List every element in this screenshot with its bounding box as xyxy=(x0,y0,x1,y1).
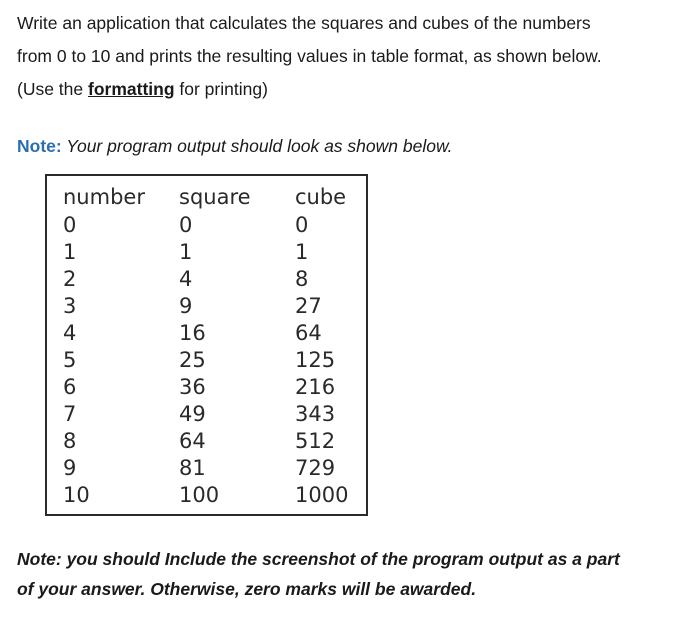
cell-cube: 343 xyxy=(295,402,336,426)
table-row xyxy=(63,428,365,455)
cell-square: 36 xyxy=(179,375,206,399)
cell-square: 100 xyxy=(179,483,220,507)
screenshot-requirement-note xyxy=(17,544,687,604)
cell-number: 10 xyxy=(63,483,90,507)
cell-cube: 216 xyxy=(295,375,336,399)
output-table xyxy=(63,182,365,509)
output-note xyxy=(17,133,452,159)
cell-number: 2 xyxy=(63,267,77,291)
cell-cube: 729 xyxy=(295,456,336,480)
cell-number: 5 xyxy=(63,348,77,372)
cell-number: 4 xyxy=(63,321,77,345)
table-row xyxy=(63,455,365,482)
cell-square: 64 xyxy=(179,429,206,453)
formatting-link[interactable]: formatting xyxy=(88,79,175,99)
screenshot-note-line-1: Note: you should Include the screenshot of the program output as a part xyxy=(17,549,620,569)
instructions-line-3-suffix: for printing) xyxy=(174,79,268,99)
screenshot-note-line-2: of your answer. Otherwise, zero marks will be awarded. xyxy=(17,579,477,599)
instructions-line-2: from 0 to 10 and prints the resulting values in table format, as shown below. xyxy=(17,46,602,66)
table-row xyxy=(63,401,365,428)
table-row xyxy=(63,482,365,509)
note-text: Your program output should look as shown below. xyxy=(61,136,453,156)
cell-cube: 1000 xyxy=(295,483,349,507)
instructions-line-1: Write an application that calculates the squares and cubes of the numbers xyxy=(17,13,591,33)
cell-cube: 64 xyxy=(295,321,322,345)
cell-number: 6 xyxy=(63,375,77,399)
cell-number: 8 xyxy=(63,429,77,453)
table-row xyxy=(63,293,365,320)
cell-cube: 125 xyxy=(295,348,336,372)
cell-square: 1 xyxy=(179,240,193,264)
cell-cube: 27 xyxy=(295,294,322,318)
table-row xyxy=(63,266,365,293)
instructions xyxy=(17,7,687,106)
cell-square: 81 xyxy=(179,456,206,480)
cell-square: 9 xyxy=(179,294,193,318)
cell-number: 0 xyxy=(63,213,77,237)
cell-number: 7 xyxy=(63,402,77,426)
note-label: Note: xyxy=(17,136,62,156)
table-row xyxy=(63,239,365,266)
table-row xyxy=(63,320,365,347)
cell-number: 1 xyxy=(63,240,77,264)
cell-square: 16 xyxy=(179,321,206,345)
cell-cube: 0 xyxy=(295,213,309,237)
cell-square: 0 xyxy=(179,213,193,237)
header-square: square xyxy=(179,185,251,209)
table-row xyxy=(63,347,365,374)
table-row xyxy=(63,374,365,401)
cell-square: 25 xyxy=(179,348,206,372)
table-row xyxy=(63,212,365,239)
program-output-box xyxy=(45,174,368,516)
cell-square: 49 xyxy=(179,402,206,426)
cell-cube: 512 xyxy=(295,429,336,453)
header-cube: cube xyxy=(295,185,347,209)
cell-number: 3 xyxy=(63,294,77,318)
header-number: number xyxy=(63,185,145,209)
cell-cube: 8 xyxy=(295,267,309,291)
table-header-row xyxy=(63,182,365,212)
cell-cube: 1 xyxy=(295,240,309,264)
instructions-line-3-prefix: (Use the xyxy=(17,79,88,99)
cell-square: 4 xyxy=(179,267,193,291)
instructions-line-3 xyxy=(17,73,687,106)
cell-number: 9 xyxy=(63,456,77,480)
